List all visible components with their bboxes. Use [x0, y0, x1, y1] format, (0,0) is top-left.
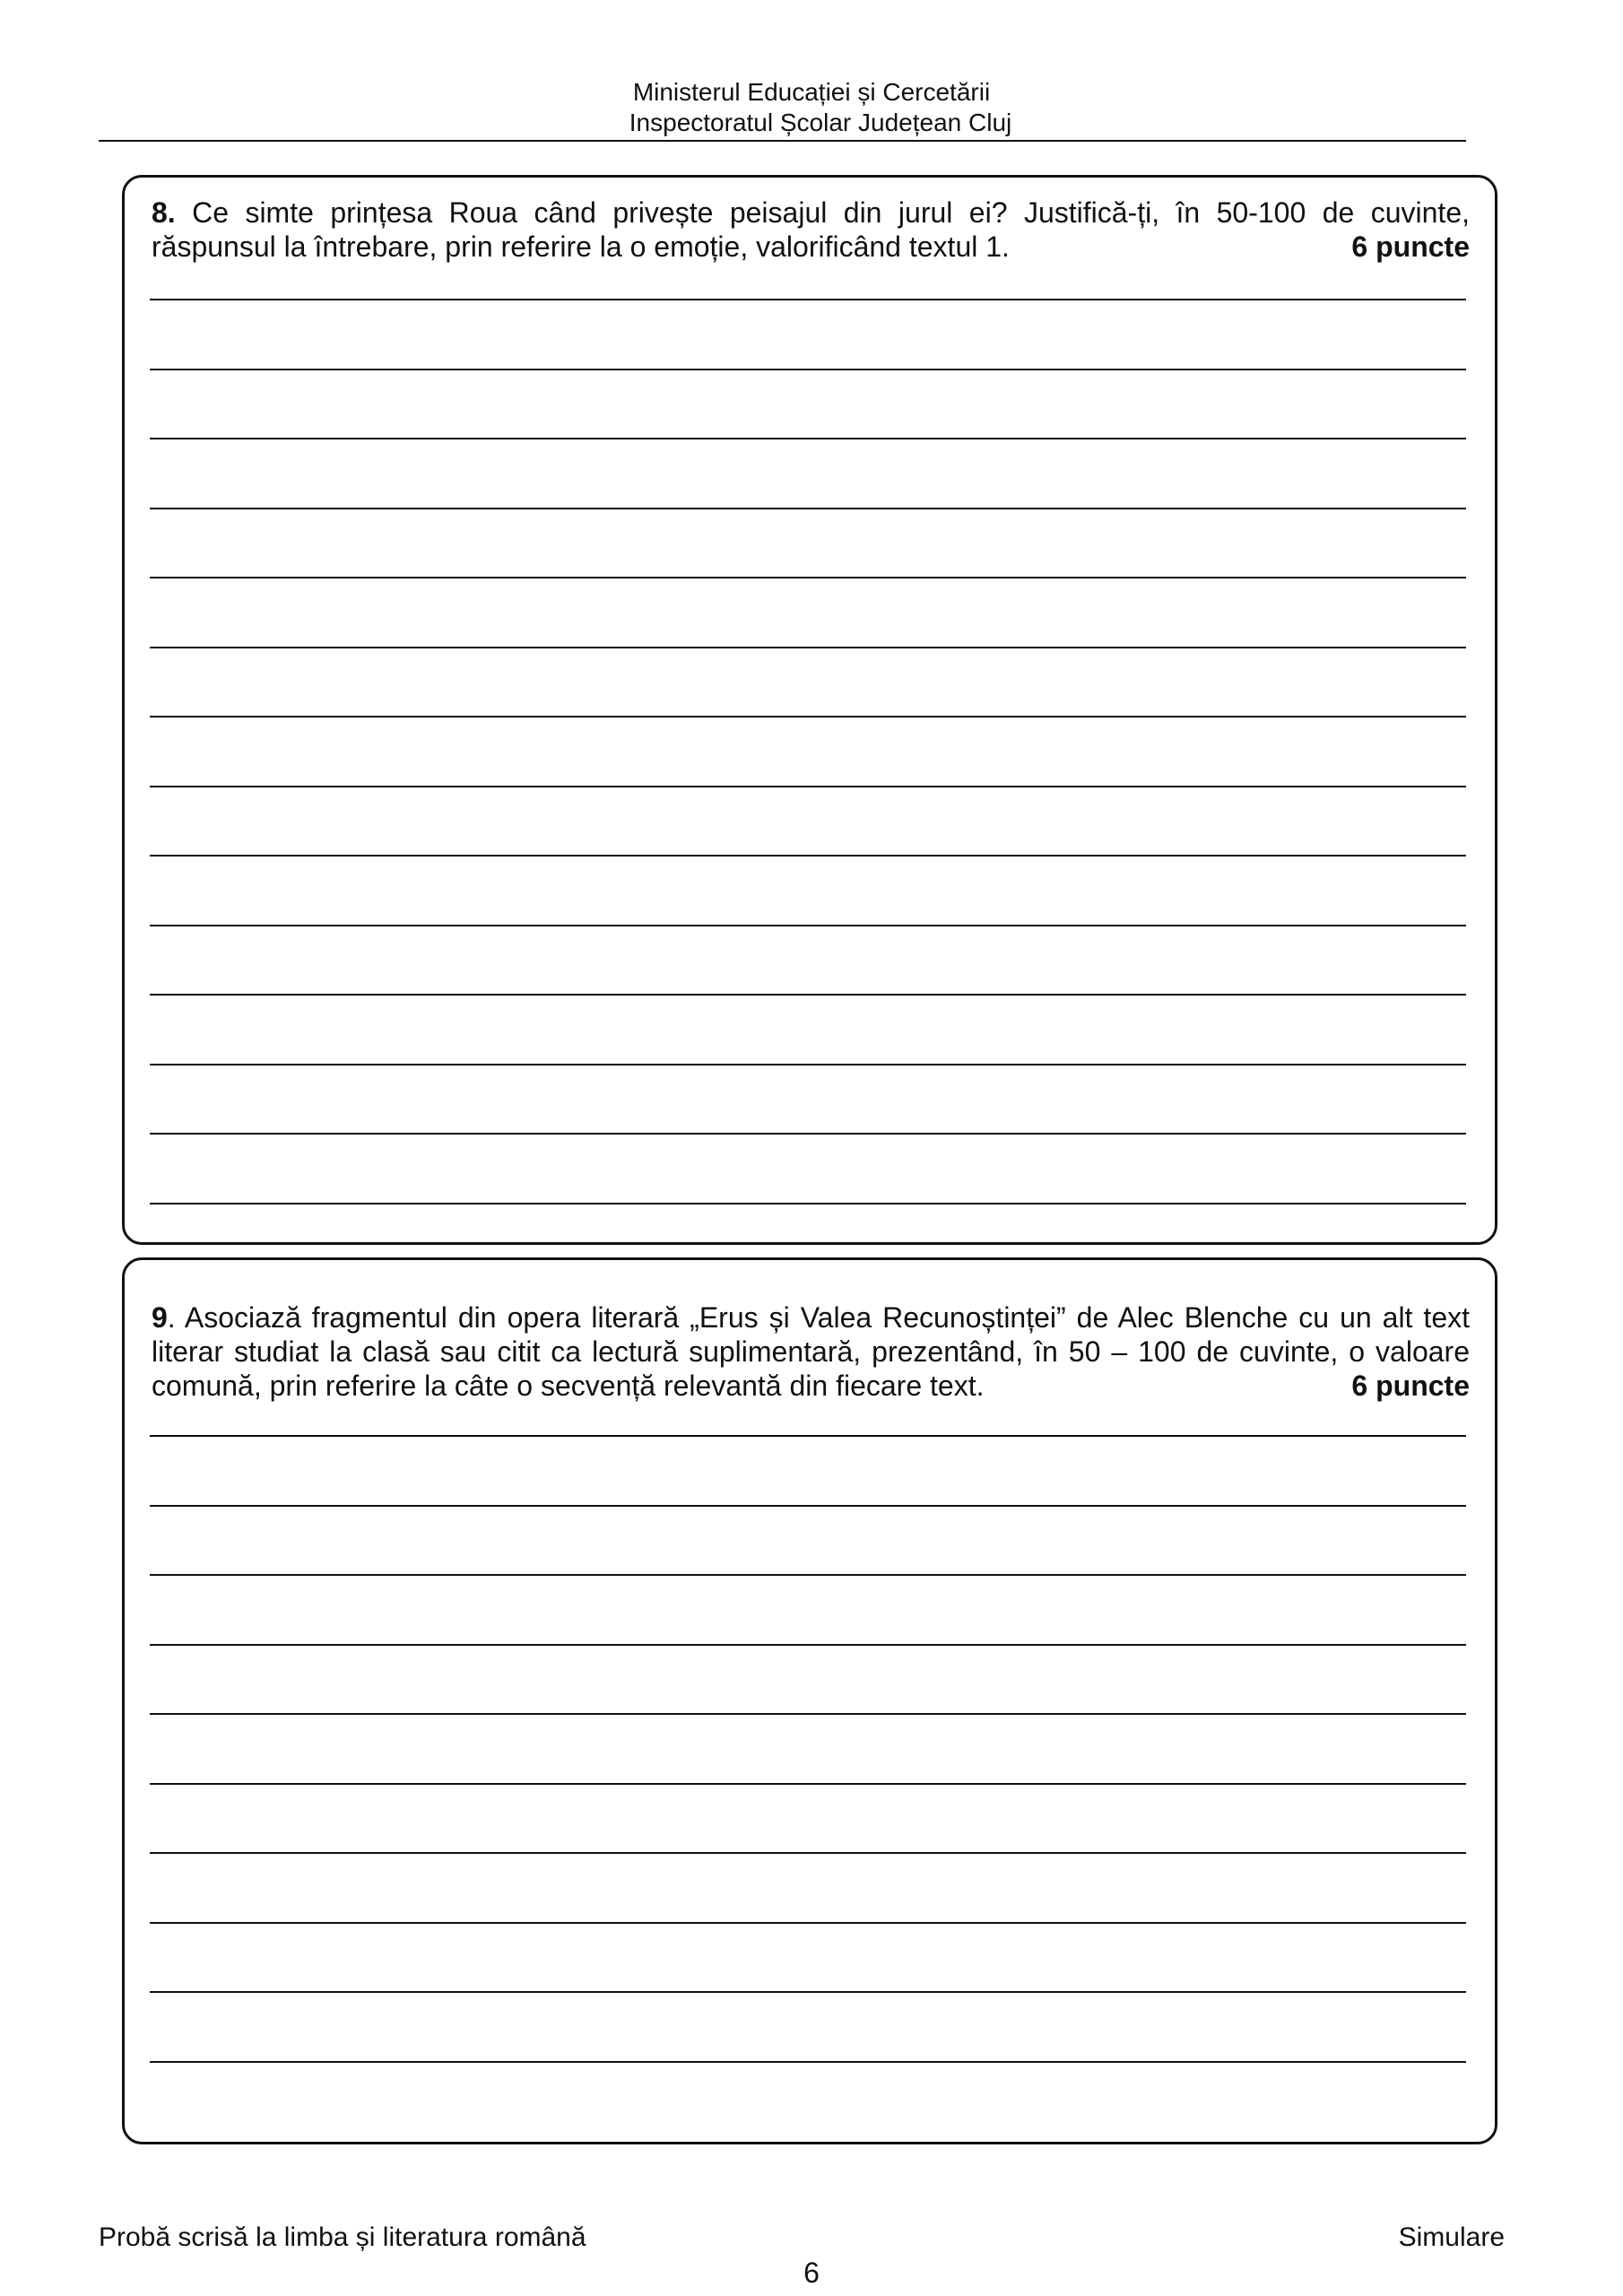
question-8-number: 8. [152, 196, 176, 229]
answer-line[interactable] [150, 299, 1466, 300]
answer-line[interactable] [150, 369, 1466, 370]
header-inspectorate: Inspectoratul Școlar Județean Cluj [629, 109, 1012, 136]
question-9-prompt: . Asociază fragmentul din opera literară „Erus și Valea Recunoștinței” de Alec Blenche cu un alt text literar studiat la clasă sau citit ca lectură suplimentară, prezentând, în 50 – 100 de cuvinte, o valoare comună, prin referire la câte o secvență relevantă din fiecare text. [152, 1301, 1470, 1402]
answer-line[interactable] [150, 786, 1466, 787]
question-9-text [152, 1300, 1470, 1403]
page-number: 6 [803, 2257, 820, 2289]
answer-line[interactable] [150, 1435, 1466, 1437]
answer-line[interactable] [150, 1922, 1466, 1924]
question-8-points: 6 puncte [1351, 230, 1470, 263]
answer-line[interactable] [150, 438, 1466, 439]
answer-line[interactable] [150, 716, 1466, 718]
question-8-prompt: Ce simte prințesa Roua când privește peisajul din jurul ei? Justifică-ți, în 50-100 de cuvinte, răspunsul la întrebare, prin referire la o emoție, valorificând textul 1. [152, 196, 1470, 263]
question-8-box [122, 175, 1497, 1245]
question-9-points: 6 puncte [1351, 1370, 1470, 1402]
answer-line[interactable] [150, 1713, 1466, 1715]
answer-line[interactable] [150, 925, 1466, 926]
answer-line[interactable] [150, 1991, 1466, 1993]
question-8-text [152, 196, 1470, 264]
question-9-box [122, 1257, 1497, 2144]
answer-line[interactable] [150, 508, 1466, 509]
answer-line[interactable] [150, 1574, 1466, 1576]
answer-line[interactable] [150, 1783, 1466, 1785]
answer-line[interactable] [150, 577, 1466, 578]
answer-line[interactable] [150, 994, 1466, 996]
answer-line[interactable] [150, 855, 1466, 857]
header-ministry: Ministerul Educației și Cercetării [632, 78, 991, 106]
page-header [0, 77, 1623, 138]
answer-line[interactable] [150, 1064, 1466, 1065]
answer-line[interactable] [150, 1133, 1466, 1135]
answer-line[interactable] [150, 1203, 1466, 1205]
answer-line[interactable] [150, 1852, 1466, 1854]
answer-line[interactable] [150, 1505, 1466, 1507]
answer-line[interactable] [150, 1644, 1466, 1646]
header-divider [99, 140, 1466, 142]
question-9-number: 9 [152, 1301, 168, 1334]
footer-exam-type: Simulare [1398, 2222, 1505, 2252]
answer-line[interactable] [150, 2061, 1466, 2063]
answer-line[interactable] [150, 647, 1466, 648]
footer-exam-title: Probă scrisă la limba și literatura română [99, 2222, 586, 2252]
